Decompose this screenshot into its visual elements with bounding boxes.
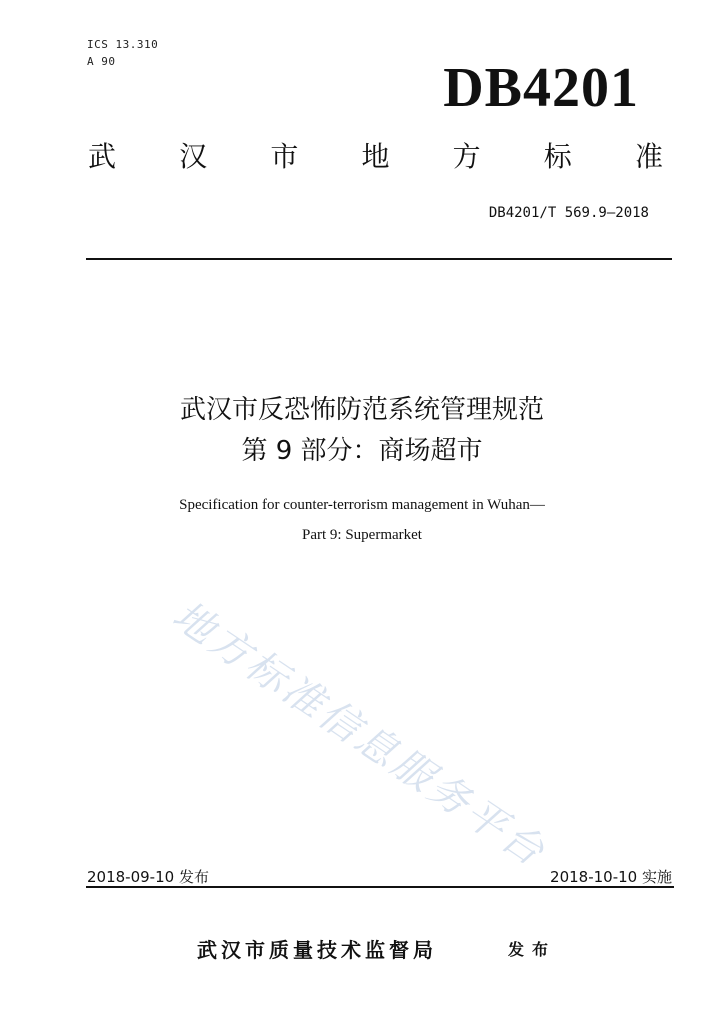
bottom-divider — [86, 886, 674, 888]
standard-type-char: 标 — [543, 140, 572, 173]
standard-number: DB4201/T 569.9—2018 — [488, 205, 649, 221]
standard-type-char: 市 — [270, 140, 299, 173]
standard-type-char: 武 — [88, 140, 117, 173]
classification-code: A 90 — [87, 55, 116, 68]
standard-type-char: 地 — [361, 140, 390, 173]
implementation-date: 2018-10-10 实施 — [550, 868, 672, 886]
standard-type-char: 方 — [452, 140, 481, 173]
ics-code: ICS 13.310 — [87, 38, 159, 51]
title-english-part: Part 9: Supermarket — [302, 527, 422, 543]
standard-code-logo: DB4201 — [443, 57, 639, 119]
standard-type-char: 准 — [634, 140, 663, 173]
top-divider — [86, 258, 672, 260]
issue-date: 2018-09-10 发布 — [87, 868, 209, 886]
title-chinese-main: 武汉市反恐怖防范系统管理规范 — [179, 395, 544, 425]
watermark: 地方标准信息服务平台 — [164, 592, 555, 877]
issue-action: 发布 — [508, 940, 557, 959]
title-english-main: Specification for counter-terrorism management in Wuhan— — [179, 497, 545, 513]
title-chinese-part: 第 9 部分：商场超市 — [241, 436, 483, 466]
standard-type-heading — [88, 140, 663, 173]
issuing-authority: 武汉市质量技术监督局 — [197, 938, 437, 962]
standard-type-char: 汉 — [179, 140, 208, 173]
